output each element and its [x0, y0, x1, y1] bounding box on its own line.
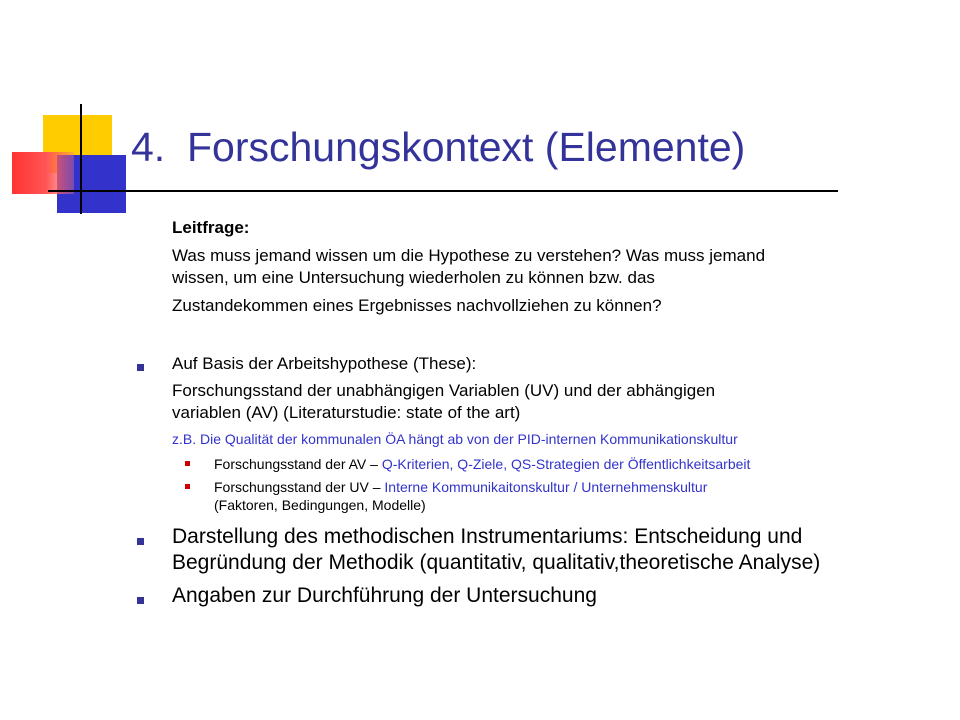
slide-title	[131, 124, 745, 171]
sub-item-av	[214, 455, 750, 473]
sub-item-prefix: Forschungsstand der AV –	[214, 456, 382, 472]
bullet2-line: Darstellung des methodischen Instrumentariums: Entscheidung und	[172, 525, 803, 548]
sub-item-extra: (Faktoren, Bedingungen, Modelle)	[214, 497, 426, 513]
bullet3-text: Angaben zur Durchführung der Untersuchung	[172, 584, 597, 607]
sub-item-uv	[214, 478, 707, 496]
bullet2-line: Begründung der Methodik (quantitativ, qualitativ,theoretische Analyse)	[172, 551, 821, 574]
sub-item-highlight: Interne Kommunikaitonskultur / Unternehmenskultur	[384, 479, 708, 495]
decor-vertical-line	[80, 104, 82, 214]
bullet1-detail: variablen (AV) (Literaturstudie: state of the art)	[172, 403, 521, 422]
bullet1-text: Auf Basis der Arbeitshypothese (These):	[172, 354, 477, 373]
leitfrage-line: Was muss jemand wissen um die Hypothese zu verstehen? Was muss jemand	[172, 246, 766, 265]
title-text: Forschungskontext (Elemente)	[187, 124, 746, 170]
leitfrage-label: Leitfrage:	[172, 218, 250, 237]
leitfrage-line: Zustandekommen eines Ergebnisses nachvollziehen zu können?	[172, 296, 662, 315]
title-underline	[48, 190, 838, 192]
sub-bullet-icon	[185, 461, 190, 466]
leitfrage-line: wissen, um eine Untersuchung wiederholen zu können bzw. das	[172, 268, 655, 287]
sub-bullet-icon	[185, 484, 190, 489]
bullet-icon	[137, 538, 144, 545]
sub-item-highlight: Q-Kriterien, Q-Ziele, QS-Strategien der Öffentlichkeitsarbeit	[381, 456, 751, 472]
bullet1-detail: Forschungsstand der unabhängigen Variablen (UV) und der abhängigen	[172, 381, 716, 400]
bullet1-example: z.B. Die Qualität der kommunalen ÖA hängt ab von der PID-internen Kommunikationskultur	[172, 431, 738, 447]
bullet-icon	[137, 364, 144, 371]
decor-red-bar	[12, 152, 74, 194]
bullet-icon	[137, 597, 144, 604]
sub-item-prefix: Forschungsstand der UV –	[214, 479, 385, 495]
title-number: 4.	[131, 124, 166, 170]
